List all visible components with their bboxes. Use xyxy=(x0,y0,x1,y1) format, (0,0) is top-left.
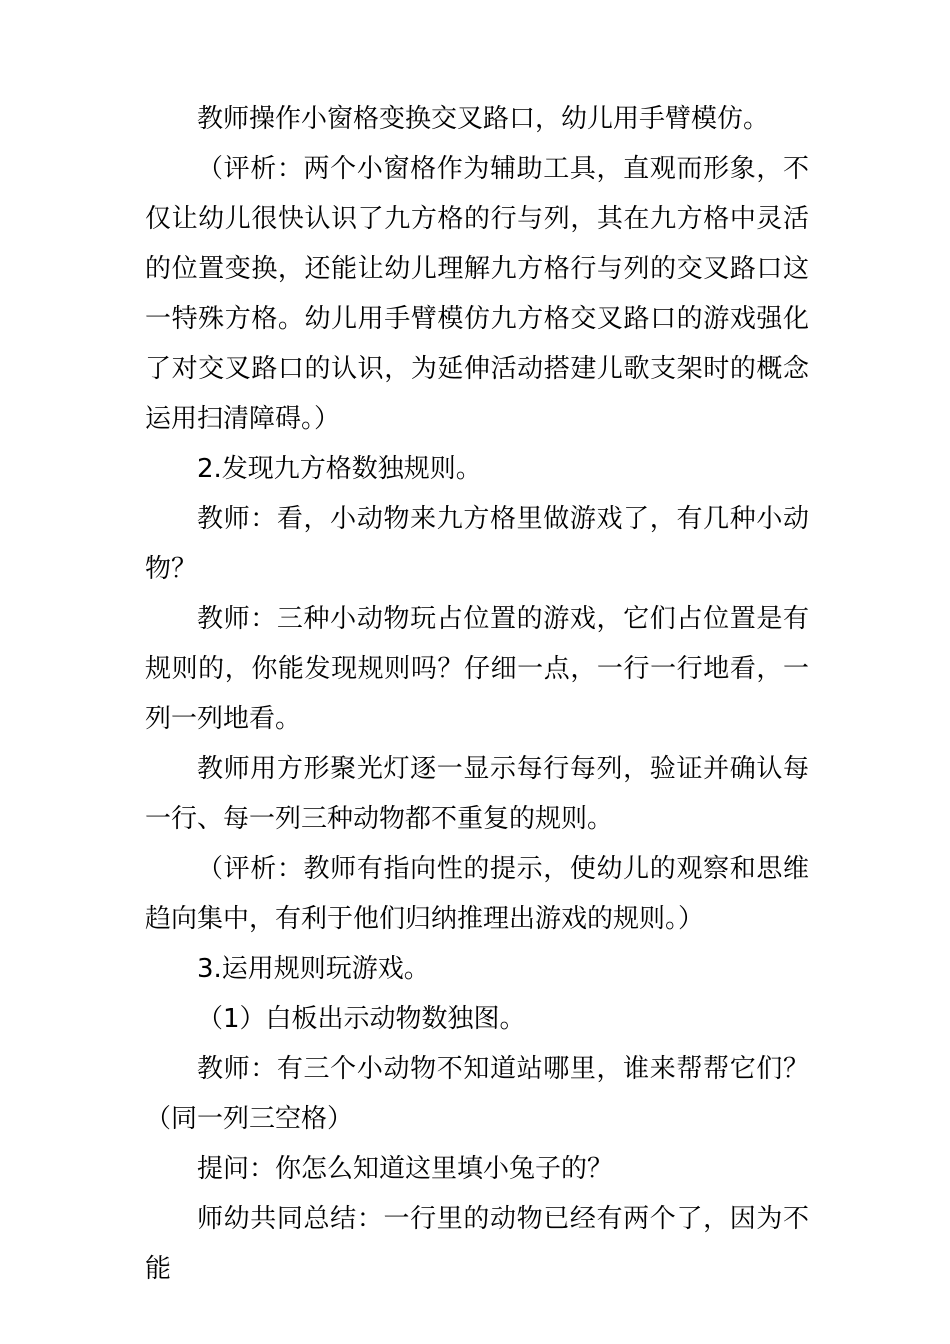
heading-discover-sudoku-rules: 2.发现九方格数独规则。 xyxy=(197,454,482,484)
paragraph-whiteboard-sudoku: （1）白板出示动物数独图。 xyxy=(197,1004,526,1034)
paragraph-teacher-help-animals: 教师：有三个小动物不知道站哪里，谁来帮帮它们？（同一列三空格） xyxy=(145,1054,809,1134)
paragraph-teacher-placement-rules: 教师：三种小动物玩占位置的游戏，它们占位置是有规则的，你能发现规则吗？仔细一点，一行一行地看，一列一列地看。 xyxy=(145,604,809,734)
paragraph-teacher-spotlight: 教师用方形聚光灯逐一显示每行每列，验证并确认每一行、每一列三种动物都不重复的规则。 xyxy=(145,754,809,834)
paragraph-summary: 师幼共同总结：一行里的动物已经有两个了，因为不能 xyxy=(145,1204,809,1284)
paragraph-analysis-guidance: （评析：教师有指向性的提示，使幼儿的观察和思维趋向集中，有利于他们归纳推理出游戏的规则。） xyxy=(145,854,809,934)
paragraph-teacher-window-operation: 教师操作小窗格变换交叉路口，幼儿用手臂模仿。 xyxy=(197,104,770,134)
document-body xyxy=(145,94,809,1294)
paragraph-teacher-animals-question: 教师：看，小动物来九方格里做游戏了，有几种小动物？ xyxy=(145,504,809,584)
heading-apply-rules-game: 3.运用规则玩游戏。 xyxy=(197,954,430,984)
paragraph-question-rabbit: 提问：你怎么知道这里填小兔子的？ xyxy=(197,1154,614,1184)
paragraph-analysis-window-tool: （评析：两个小窗格作为辅助工具，直观而形象，不仅让幼儿很快认识了九方格的行与列，其在九方格中灵活的位置变换，还能让幼儿理解九方格行与列的交叉路口这一特殊方格。幼儿用手臂模仿九方格交叉路口的游戏强化了对交叉路口的认识，为延伸活动搭建儿歌支架时的概念运用扫清障碍。） xyxy=(145,154,809,434)
